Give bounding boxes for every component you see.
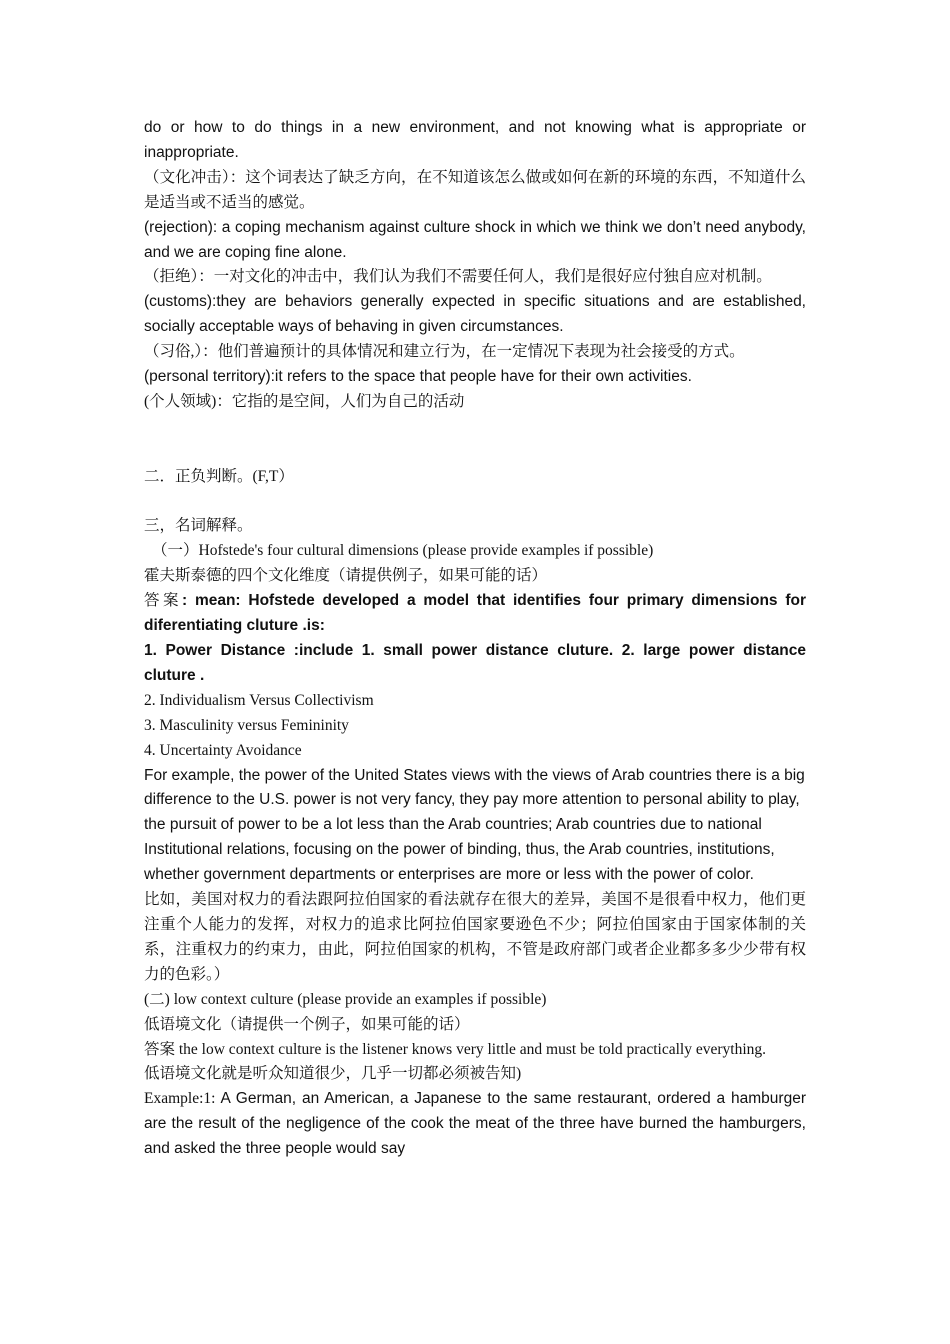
document-page xyxy=(144,116,806,1162)
question-2-answer: 答案 the low context culture is the listener knows very little and must be told practically everything. xyxy=(144,1040,766,1058)
section-heading-true-false: 二．正负判断。(F,T） xyxy=(144,467,294,485)
example-text: A German, an American, a Japanese to the same restaurant, ordered a hamburger are the result of the negligence of the cook the meat of the three have burned the hamburgers, and asked the three people would say xyxy=(144,1090,806,1158)
question-1-answer xyxy=(144,589,806,639)
question-1-example-en: For example, the power of the United States views with the views of Arab countries there is a big difference to the U.S. power is not very fancy, they pay more attention to personal ability to play, the pursuit of power to be a lot less than the Arab countries; Arab countries due to national Institutional relations, focusing on the power of binding, thus, the Arab countries, institutions, whether government departments or enterprises are more or less with the power of color. xyxy=(144,766,805,884)
paragraph-rejection-cn: （拒绝）：一对文化的冲击中，我们认为我们不需要任何人，我们是很好应付独自应对机制。 xyxy=(144,268,772,286)
question-2-example xyxy=(144,1087,806,1162)
dimension-item-3: 3. Masculinity versus Femininity xyxy=(144,716,349,734)
dimension-item-4: 4. Uncertainty Avoidance xyxy=(144,741,302,759)
question-2-answer-cn: 低语境文化就是听众知道很少，几乎一切都必须被告知) xyxy=(144,1065,522,1083)
question-1-title-cn: 霍夫斯泰德的四个文化维度（请提供例子，如果可能的话） xyxy=(144,567,548,585)
paragraph-culture-shock-en: do or how to do things in a new environment, and not knowing what is appropriate or inappropriate. xyxy=(144,119,806,161)
example-label: Example:1: xyxy=(144,1090,216,1108)
question-1-example-cn: 比如，美国对权力的看法跟阿拉伯国家的看法就存在很大的差异，美国不是很看中权力，他们更注重个人能力的发挥，对权力的追求比阿拉伯国家要逊色不少；阿拉伯国家由于国家体制的关系，注重权力的约束力，由此，阿拉伯国家的机构，不管是政府部门或者企业都多多少少带有权力的色彩。） xyxy=(144,891,806,983)
paragraph-personal-territory-cn: (个人领域)：它指的是空间，人们为自己的活动 xyxy=(144,392,465,410)
paragraph-personal-territory-en: (personal territory):it refers to the space that people have for their own activities. xyxy=(144,368,692,386)
question-2-title: (二) low context culture (please provide an examples if possible) xyxy=(144,990,547,1008)
section-heading-term-explanation: 三，名词解释。 xyxy=(144,517,253,535)
dimension-item-1: 1. Power Distance :include 1. small power distance cluture. 2. large power distance cluture . xyxy=(144,642,806,684)
paragraph-culture-shock-cn: （文化冲击）：这个词表达了缺乏方向，在不知道该怎么做或如何在新的环境的东西，不知道什么是适当或不适当的感觉。 xyxy=(144,168,806,211)
answer-text: : mean: Hofstede developed a model that identifies four primary dimensions for diferentiating cluture .is: xyxy=(144,592,806,635)
question-1-title: （一）Hofstede's four cultural dimensions (please provide examples if possible) xyxy=(152,542,654,560)
spacer xyxy=(144,415,806,465)
paragraph-customs-cn: （习俗,）：他们普遍预计的具体情况和建立行为，在一定情况下表现为社会接受的方式。 xyxy=(144,343,745,361)
spacer xyxy=(144,490,806,515)
answer-label: 答案 xyxy=(144,592,182,610)
paragraph-customs-en: (customs):they are behaviors generally expected in specific situations and are established, socially acceptable ways of behaving in given circumstances. xyxy=(144,293,806,336)
question-2-title-cn: 低语境文化（请提供一个例子，如果可能的话） xyxy=(144,1015,470,1033)
dimension-item-2: 2. Individualism Versus Collectivism xyxy=(144,691,374,709)
paragraph-rejection-en: (rejection): a coping mechanism against culture shock in which we think we don’t need anybody, and we are coping fine alone. xyxy=(144,218,806,261)
